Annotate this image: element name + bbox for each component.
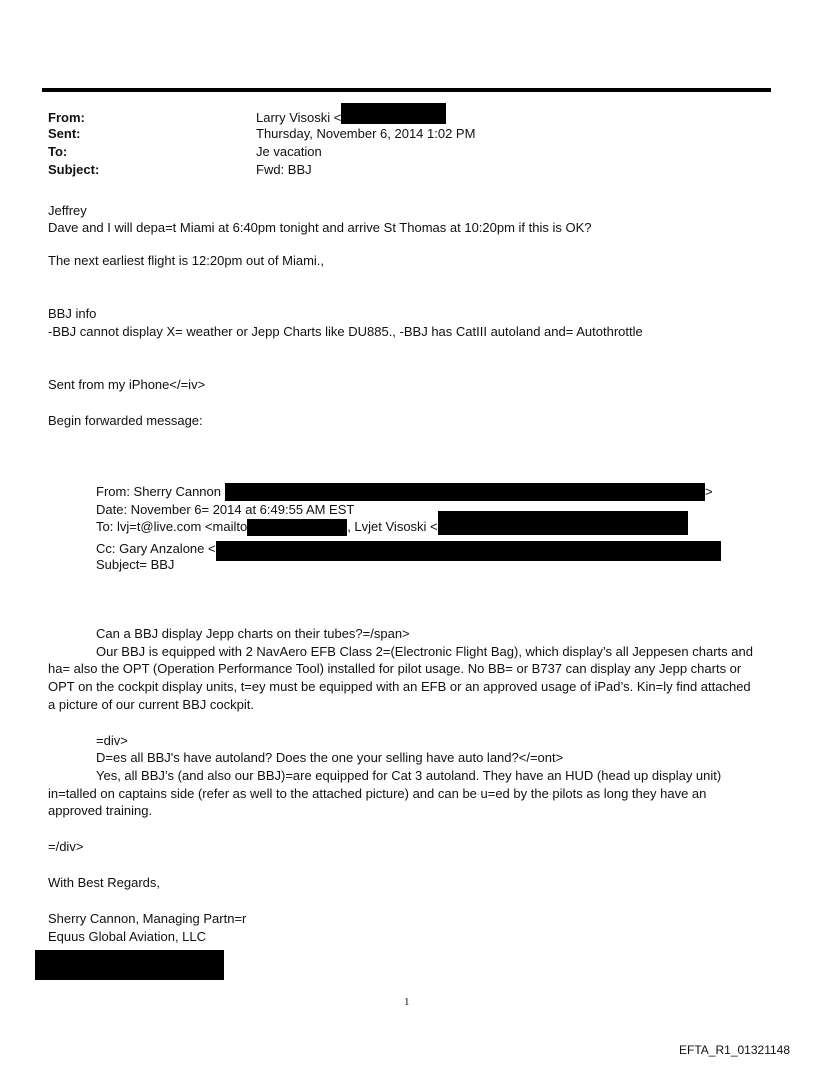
fwd-from-tail: > [705, 484, 713, 499]
answer-line: a picture of our current BBJ cockpit. [48, 697, 254, 712]
fwd-from: From: Sherry Cannon [96, 484, 221, 499]
closing: With Best Regards, [48, 875, 160, 890]
from-label: From: [48, 110, 85, 125]
info-line: -BBJ cannot display X= weather or Jepp Charts like DU885., -BBJ has CatIII autoland and= Autothrottle [48, 324, 643, 339]
div-close: =/div> [48, 839, 84, 854]
redaction [341, 103, 446, 124]
fwd-to-mid: , Lvjet Visoski < [347, 519, 438, 534]
signature-company: Equus Global Aviation, LLC [48, 929, 207, 944]
begin-forwarded: Begin forwarded message: [48, 413, 203, 428]
question: D=es all BBJ's have autoland? Does the one your selling have auto land?</=ont> [96, 750, 564, 765]
fwd-cc: Cc: Gary Anzalone < [96, 541, 216, 556]
fwd-to: To: lvj=t@live.com <mailto [96, 519, 248, 534]
body-line: The next earliest flight is 12:20pm out of Miami., [48, 253, 325, 268]
answer-line: Our BBJ is equipped with 2 NavAero EFB Class 2=(Electronic Flight Bag), which display’s all Jeppesen charts and [96, 644, 753, 659]
redaction [216, 541, 721, 561]
answer-line: in=talled on captains side (refer as well to the attached picture) and can be u=ed by the pilots as long they have an [48, 786, 707, 801]
subject-value: Fwd: BBJ [256, 162, 312, 177]
fwd-to-row [96, 518, 688, 536]
fwd-subject: Subject= BBJ [96, 557, 175, 572]
sent-value: Thursday, November 6, 2014 1:02 PM [256, 126, 476, 141]
fwd-date: Date: November 6= 2014 at 6:49:55 AM EST [96, 502, 355, 517]
subject-label: Subject: [48, 162, 100, 177]
redaction [438, 511, 688, 535]
answer-line: approved training. [48, 803, 153, 818]
header-rule [42, 88, 771, 92]
fwd-cc-row [96, 537, 721, 561]
document-id: EFTA_R1_01321148 [679, 1043, 790, 1057]
answer-line: ha= also the OPT (Operation Performance Tool) installed for pilot usage. No BB= or B737 can display any Jepp charts or [48, 661, 742, 676]
page-number: 1 [404, 996, 410, 1008]
from-value: Larry Visoski < [256, 110, 342, 125]
fwd-from-row [96, 483, 713, 501]
info-title: BBJ info [48, 306, 97, 321]
sent-label: Sent: [48, 126, 81, 141]
div-open: =div> [96, 733, 128, 748]
answer-line: OPT on the cockpit display units, t=ey must be equipped with an EFB or an approved usage of iPad’s. Kin=ly find attached [48, 679, 751, 694]
greeting: Jeffrey [48, 203, 87, 218]
to-value: Je vacation [256, 144, 322, 159]
to-label: To: [48, 144, 68, 159]
answer-line: Yes, all BBJ’s (and also our BBJ)=are equipped for Cat 3 autoland. They have an HUD (head up display unit) [96, 768, 722, 783]
body-line: Dave and I will depa=t Miami at 6:40pm tonight and arrive St Thomas at 10:20pm if this is OK? [48, 220, 592, 235]
sent-from: Sent from my iPhone</=iv> [48, 377, 206, 392]
redaction [225, 483, 705, 501]
redaction [35, 950, 224, 980]
signature-name: Sherry Cannon, Managing Partn=r [48, 911, 247, 926]
redaction [247, 519, 347, 536]
question: Can a BBJ display Jepp charts on their tubes?=/span> [96, 626, 410, 641]
